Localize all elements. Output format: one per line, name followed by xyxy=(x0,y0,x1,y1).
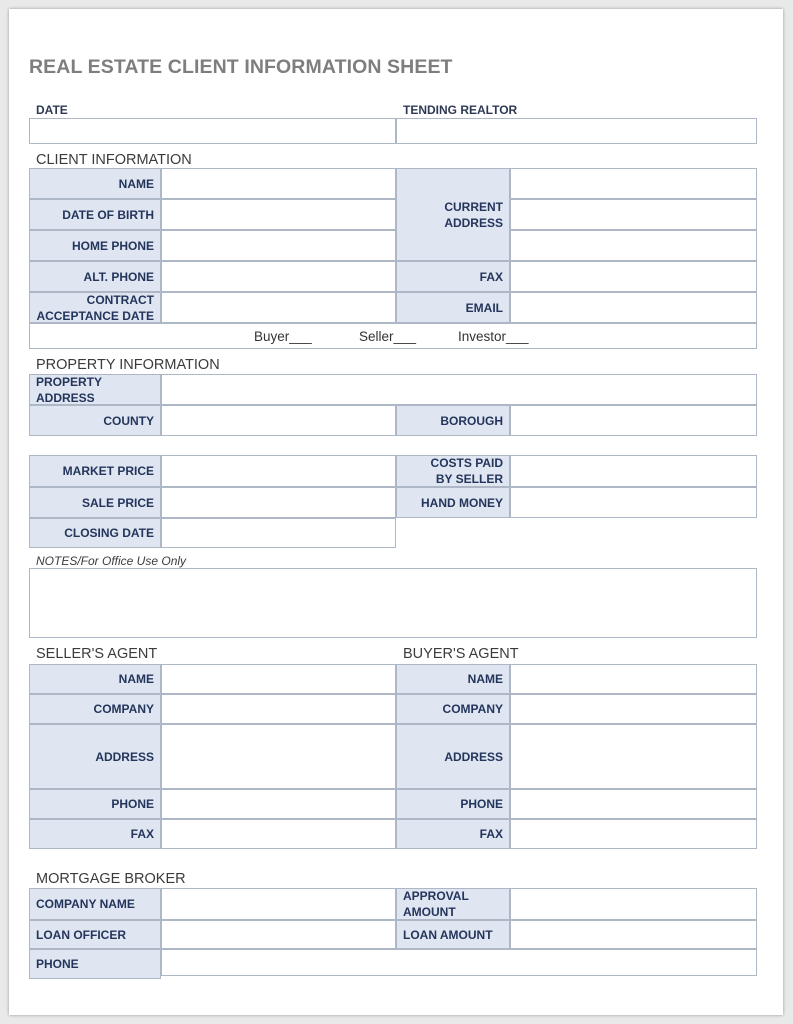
buyer-agent-fax-field[interactable] xyxy=(510,819,757,849)
seller-agent-fax-label xyxy=(29,819,161,849)
costs-paid-label xyxy=(396,455,510,487)
seller-agent-fax-text: FAX xyxy=(130,827,154,841)
client-current-line2: ADDRESS xyxy=(444,215,503,230)
seller-agent-company-field[interactable] xyxy=(161,694,396,724)
sale-price-text: SALE PRICE xyxy=(81,495,154,510)
client-name-field[interactable] xyxy=(161,168,396,199)
client-contract-line2: ACCEPTANCE DATE xyxy=(36,308,154,323)
property-section-title: PROPERTY INFORMATION xyxy=(36,357,220,373)
closing-date-label xyxy=(29,518,161,548)
costs-paid-line1: COSTS PAID xyxy=(430,456,503,470)
client-contract-label xyxy=(29,292,161,323)
client-home-phone-text: HOME PHONE xyxy=(71,238,154,253)
loan-amount-field[interactable] xyxy=(510,920,757,949)
loan-officer-field[interactable] xyxy=(161,920,396,949)
company-name-field[interactable] xyxy=(161,888,396,920)
seller-agent-name-text: NAME xyxy=(118,672,154,686)
seller-agent-name-label xyxy=(29,664,161,694)
buyer-agent-name-text: NAME xyxy=(467,672,503,686)
client-name-text: NAME xyxy=(118,176,154,191)
broker-phone-label xyxy=(29,949,161,979)
client-contract-line1: CONTRACT xyxy=(86,292,154,307)
buyer-agent-fax-label xyxy=(396,819,510,849)
client-dob-label xyxy=(29,199,161,230)
buyer-agent-phone-label xyxy=(396,789,510,819)
seller-agent-company-label xyxy=(29,694,161,724)
property-address-label xyxy=(29,374,161,405)
borough-field[interactable] xyxy=(510,405,757,436)
realtor-label: TENDING REALTOR xyxy=(403,103,518,117)
approval-amount-line1: APPROVAL xyxy=(403,889,469,903)
seller-agent-address-label xyxy=(29,724,161,789)
client-email-text: EMAIL xyxy=(465,300,503,315)
buyer-agent-name-field[interactable] xyxy=(510,664,757,694)
loan-officer-text: LOAN OFFICER xyxy=(36,927,126,942)
client-fax-field[interactable] xyxy=(510,261,757,292)
client-contract-field[interactable] xyxy=(161,292,396,323)
client-fax-text: FAX xyxy=(479,269,503,284)
approval-amount-text xyxy=(403,888,469,920)
buyer-agent-name-label xyxy=(396,664,510,694)
seller-agent-phone-field[interactable] xyxy=(161,789,396,819)
client-alt-phone-text: ALT. PHONE xyxy=(83,269,154,284)
hand-money-text: HAND MONEY xyxy=(420,495,503,510)
buyer-agent-address-text: ADDRESS xyxy=(444,749,503,764)
client-alt-phone-field[interactable] xyxy=(161,261,396,292)
county-text: COUNTY xyxy=(103,413,154,428)
loan-amount-text: LOAN AMOUNT xyxy=(403,927,493,942)
hand-money-label xyxy=(396,487,510,518)
notes-field[interactable] xyxy=(29,568,757,638)
buyer-agent-phone-text: PHONE xyxy=(460,797,503,811)
seller-agent-company-text: COMPANY xyxy=(93,702,154,716)
client-email-field[interactable] xyxy=(510,292,757,323)
seller-agent-fax-field[interactable] xyxy=(161,819,396,849)
seller-agent-phone-label xyxy=(29,789,161,819)
market-price-text: MARKET PRICE xyxy=(62,464,154,478)
loan-officer-label xyxy=(29,920,161,949)
client-home-phone-label xyxy=(29,230,161,261)
broker-phone-field[interactable] xyxy=(161,949,757,976)
client-name-label xyxy=(29,168,161,199)
buyer-agent-address-label xyxy=(396,724,510,789)
client-current-line1: CURRENT xyxy=(444,199,503,214)
buyer-agent-fax-text: FAX xyxy=(479,827,503,841)
investor-option[interactable]: Investor___ xyxy=(458,329,529,344)
borough-label xyxy=(396,405,510,436)
closing-date-text: CLOSING DATE xyxy=(64,526,154,540)
costs-paid-line2: BY SELLER xyxy=(435,472,503,486)
buyer-option[interactable]: Buyer___ xyxy=(254,329,312,344)
approval-amount-field[interactable] xyxy=(510,888,757,920)
client-home-phone-field[interactable] xyxy=(161,230,396,261)
borough-text: BOROUGH xyxy=(440,413,503,428)
notes-label: NOTES/For Office Use Only xyxy=(36,554,187,568)
buyer-agent-company-field[interactable] xyxy=(510,694,757,724)
client-email-label xyxy=(396,292,510,323)
client-address-line1-field[interactable] xyxy=(510,168,757,199)
seller-agent-address-field[interactable] xyxy=(161,724,396,789)
market-price-label xyxy=(29,455,161,487)
realtor-field[interactable] xyxy=(396,118,757,144)
company-name-label xyxy=(29,888,161,920)
client-contract-text xyxy=(36,292,154,324)
client-dob-text: DATE OF BIRTH xyxy=(62,207,154,222)
buyer-agent-phone-field[interactable] xyxy=(510,789,757,819)
client-alt-phone-label xyxy=(29,261,161,292)
client-current-address-text xyxy=(444,199,503,231)
sale-price-label xyxy=(29,487,161,518)
client-dob-field[interactable] xyxy=(161,199,396,230)
costs-paid-field[interactable] xyxy=(510,455,757,487)
mortgage-section-title: MORTGAGE BROKER xyxy=(36,871,186,887)
date-field[interactable] xyxy=(29,118,396,144)
approval-amount-label xyxy=(396,888,510,920)
seller-option[interactable]: Seller___ xyxy=(359,329,417,344)
client-address-line2-field[interactable] xyxy=(510,199,757,230)
costs-paid-text xyxy=(431,455,503,487)
buyer-agent-address-field[interactable] xyxy=(510,724,757,789)
client-fax-label xyxy=(396,261,510,292)
client-section-title: CLIENT INFORMATION xyxy=(36,152,192,168)
client-current-address-label xyxy=(396,168,510,261)
sellers-agent-title: SELLER'S AGENT xyxy=(36,646,158,662)
seller-agent-address-text: ADDRESS xyxy=(95,749,154,764)
buyer-agent-company-text: COMPANY xyxy=(442,702,503,716)
county-field[interactable] xyxy=(161,405,396,436)
sale-price-field[interactable] xyxy=(161,487,396,518)
broker-phone-text: PHONE xyxy=(36,957,79,971)
seller-agent-name-field[interactable] xyxy=(161,664,396,694)
approval-amount-line2: AMOUNT xyxy=(403,905,456,919)
market-price-field[interactable] xyxy=(161,455,396,487)
buyer-agent-company-label xyxy=(396,694,510,724)
hand-money-field[interactable] xyxy=(510,487,757,518)
client-address-line3-field[interactable] xyxy=(510,230,757,261)
property-address-field[interactable] xyxy=(161,374,757,405)
county-label xyxy=(29,405,161,436)
date-label: DATE xyxy=(36,103,68,117)
loan-amount-label xyxy=(396,920,510,949)
closing-date-field[interactable] xyxy=(161,518,396,548)
property-address-text: PROPERTY ADDRESS xyxy=(36,374,102,405)
page-title: REAL ESTATE CLIENT INFORMATION SHEET xyxy=(29,56,453,78)
buyers-agent-title: BUYER'S AGENT xyxy=(403,646,519,662)
seller-agent-phone-text: PHONE xyxy=(111,797,154,811)
company-name-text: COMPANY NAME xyxy=(36,897,135,911)
